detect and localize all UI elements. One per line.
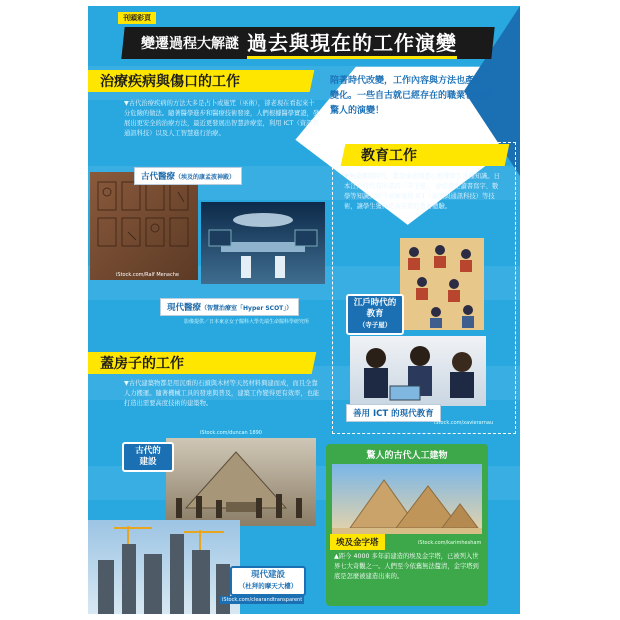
terakoya-caption: 江戶時代的教育 （寺子屋） (346, 294, 404, 335)
magazine-tag: 刊頭彩頁 (118, 12, 156, 24)
operating-room-illustration (201, 202, 325, 284)
education-body: ▼無論哪個時代，都是由老師悉心教導學生各種知識。日本江戶時代有所謂的「寺子屋」，會授學生讀書寫字、數學等知識。如今老師運用 ICT（資訊與通訊科技）等技術，讓學生獲得更高品質的教育體驗。 (344, 173, 500, 210)
modern-building-credit: iStock.com/clearandtransparent (222, 597, 303, 603)
pyramids-illustration (332, 464, 482, 534)
medical-heading: 治療疾病與傷口的工作 (88, 70, 314, 92)
modern-medicine-credit: 影像提供／日本東京女子醫科大學先端生命醫科學研究所 (184, 319, 310, 325)
education-heading: 教育工作 (341, 144, 510, 166)
pyramid-photo (332, 464, 482, 534)
page-header (121, 27, 494, 59)
medical-body: ▼古代治療疾病的方法大多是占卜或施咒（巫術），卻老現在看起來十分危險的做法。隨著醫學進步和醫療技術發達，人們根據醫學實證，發展出更安全的治療方法，最近更發展出智慧診療室，利用 ICT（資訊與通訊科技）以及人工智慧進行治療。 (124, 100, 320, 137)
magazine-page (88, 6, 520, 614)
ancient-medicine-caption: 古代醫療（埃及的康孟波神殿） (134, 167, 242, 185)
pyramid-feature-title: 驚人的古代人工建物 (366, 451, 448, 461)
header-label: 變遷過程大解謎 (141, 36, 239, 52)
ancient-building-photo (166, 438, 316, 526)
modern-building-badge: 現代建設 （杜拜的摩天大樓） (230, 566, 306, 596)
ancient-medicine-photo (90, 172, 198, 280)
modern-building-photo (88, 520, 240, 614)
ancient-building-badge: 古代的 建設 (122, 442, 174, 472)
pyramid-credit: iStock.com/karimhesham (418, 540, 482, 546)
pyramid-feature-box (326, 444, 488, 606)
ict-education-caption: 善用 ICT 的現代教育 (346, 404, 441, 422)
ancient-building-credit: iStock.com/duncan 1890 (200, 430, 262, 436)
hieroglyph-relief-illustration (90, 172, 198, 280)
ancient-medicine-credit: iStock.com/Ralf Menache (116, 272, 179, 278)
building-body: ▼古代建築物都是用沉重的石頭與木材等天然材料興建而成，而且全靠人力搬運。隨著機械工具的發達與普及，建築工作變得更有效率，也能打造出需要高度技術的建築物。 (124, 380, 320, 407)
modern-medicine-photo (201, 202, 325, 284)
terakoya-photo (400, 238, 484, 330)
skyscraper-cranes-illustration (88, 520, 240, 614)
terakoya-painting-illustration (400, 238, 484, 330)
ict-classroom-photo (350, 336, 486, 406)
building-heading: 蓋房子的工作 (88, 352, 316, 374)
ict-education-credit: iStock.com/xavierarnau (434, 420, 494, 426)
modern-medicine-caption: 現代醫療（智慧治療室「Hyper SCOT」） (160, 298, 299, 316)
pyramid-caption: 埃及金字塔 (330, 534, 385, 550)
classroom-students-illustration (350, 336, 486, 406)
page-title: 過去與現在的工作演變 (247, 27, 457, 59)
ancient-construction-illustration (166, 438, 316, 526)
intro-text: 陪著時代改變，工作內容與方法也產生了變化。一些自古就已經存在的職業也有著驚人的演變！ (330, 76, 493, 116)
pyramid-body: ▲距今 4000 多年前建造的埃及金字塔，已被列入世界七大奇觀之一。人們至今依舊無法釐清，金字塔到底是怎麼被建造出來的。 (334, 553, 479, 580)
